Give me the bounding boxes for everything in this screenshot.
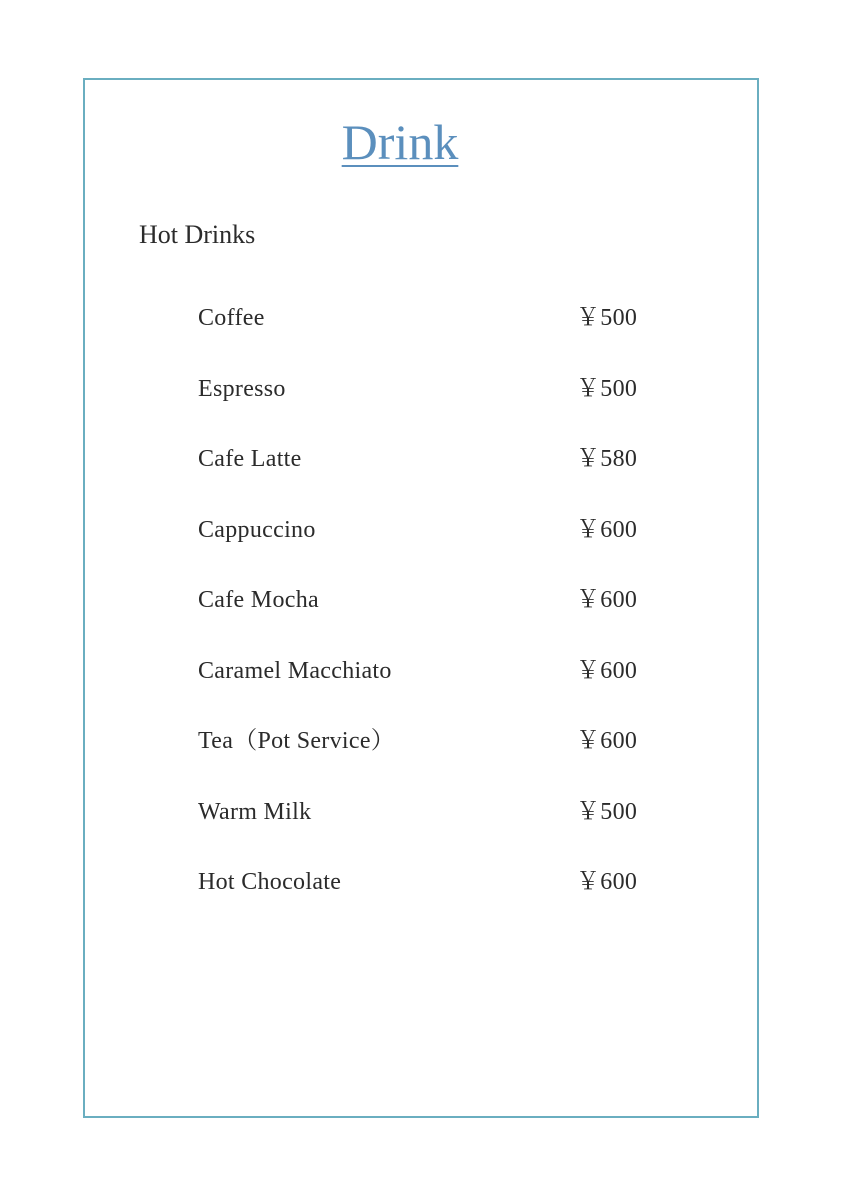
- menu-item: [198, 723, 658, 794]
- item-name: Espresso: [198, 375, 286, 402]
- item-price: ￥500: [576, 375, 638, 402]
- menu-item: [198, 582, 658, 653]
- item-name: Cafe Latte: [198, 446, 302, 472]
- item-price: ￥600: [576, 728, 638, 754]
- item-price: ￥600: [576, 657, 638, 684]
- item-price: ￥500: [576, 305, 638, 331]
- item-name: Hot Chocolate: [198, 869, 342, 895]
- menu-item: [198, 864, 658, 935]
- section-heading-hot-drinks: Hot Drinks: [139, 220, 256, 249]
- item-price: ￥500: [576, 798, 638, 825]
- menu-item: [198, 653, 658, 724]
- menu-item: [198, 300, 658, 371]
- item-price: ￥600: [576, 516, 638, 543]
- menu-item: [198, 371, 658, 442]
- item-price: ￥600: [576, 587, 638, 613]
- item-price: ￥600: [576, 869, 638, 895]
- item-name: Caramel Macchiato: [198, 657, 392, 684]
- menu-item-list: [198, 300, 658, 935]
- item-name: Cafe Mocha: [198, 587, 319, 613]
- item-name: Warm Milk: [198, 798, 312, 825]
- item-name: Cappuccino: [198, 516, 316, 543]
- menu-item: [198, 512, 658, 583]
- item-price: ￥580: [576, 446, 638, 472]
- item-name: Tea（Pot Service）: [198, 728, 396, 754]
- menu-title: Drink: [341, 114, 459, 170]
- item-name: Coffee: [198, 305, 265, 331]
- menu-item: [198, 794, 658, 865]
- menu-item: [198, 441, 658, 512]
